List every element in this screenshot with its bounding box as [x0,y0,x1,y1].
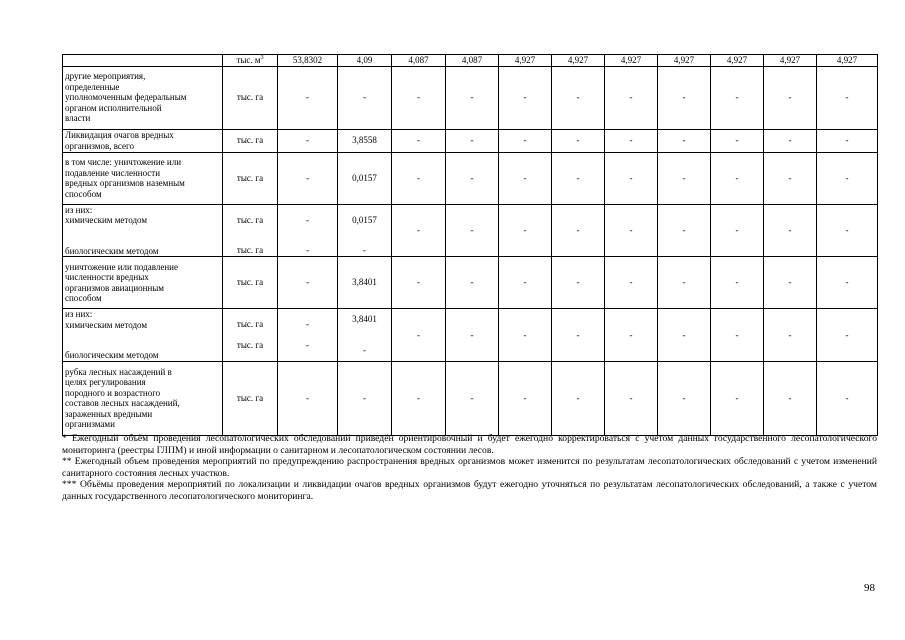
table-cell: - [363,245,366,255]
table-cell: - [605,309,658,362]
table-cell: - [817,66,878,129]
table-cell: уничтожение или подавление [65,261,178,272]
table-cell: - [552,204,605,257]
table-cell: - [306,339,309,350]
table-cell: 4,927 [605,55,658,67]
table-cell: - [764,152,817,204]
table-cell: - [552,152,605,204]
table-cell: способом [65,293,102,303]
table-cell: 3,8401 [352,314,377,324]
table-cell: - [605,152,658,204]
table-cell: - [278,152,338,204]
table-cell: - [658,66,711,129]
table-cell: 3,8401 [338,257,392,309]
table-cell: - [658,129,711,152]
table-cell: власти [65,113,91,124]
footnote: ** Ежегодный объем проведения мероприятий по предупреждению распространения вредных организмов может изменится по результатам лесопатологических обследований с учетом изменений санитарного состояния лесных участков. [62,456,877,479]
table-cell: - [605,66,658,129]
table-cell: - [711,66,764,129]
table-cell: определенные [65,81,120,92]
table-row [63,66,878,129]
footnote: * Ежегодный объём проведения лесопатологических обследований приведён ориентировочный и будет ежегодно корректироваться с учетом данных государственного лесопатологического мониторинга (реестры ГЛПМ) и иной информации о санитарном и лесопатологическом состоянии лесов. [62,433,877,456]
table-cell: - [499,204,552,257]
table-cell: тыс. га [236,319,264,329]
table-row [63,152,878,204]
table-cell: - [711,257,764,309]
table-cell: организмов, всего [65,140,134,151]
row-label [63,204,223,257]
table-cell: 4,927 [817,55,878,67]
table-cell: 0,0157 [352,214,377,225]
table-cell: - [278,361,338,435]
table-cell: тыс. га [236,339,264,350]
table-cell: химическим методом [65,319,148,330]
table-cell: - [306,214,309,225]
table-cell: 3 [260,55,264,61]
table-cell: организмами [65,419,115,429]
table-cell: - [552,66,605,129]
row-label [63,152,223,204]
table-cell: - [499,361,552,435]
table-cell: - [499,129,552,152]
table-cell: - [817,152,878,204]
table-cell: - [446,309,499,362]
table-cell: органом исполнительной [65,102,162,113]
table-cell: организмов авиационным [65,282,165,293]
table-cell: - [817,257,878,309]
table-cell: - [817,204,878,257]
table-cell: в том числе: уничтожение или [65,157,182,167]
table-cell: способом [65,188,102,199]
table-cell: тыс. га [236,214,264,225]
table-cell: - [552,361,605,435]
table-cell: - [363,344,366,355]
table-cell: - [658,257,711,309]
table-cell: подавление численности [65,167,161,178]
table-cell: - [306,319,309,329]
table-row [63,55,878,67]
table-cell: тыс. га [223,152,278,204]
row-label [63,309,223,362]
table-cell: 4,927 [499,55,552,67]
table-row [63,309,878,362]
table-cell: тыс. га [223,361,278,435]
table-cell: составов лесных насаждений, [65,398,180,408]
table-cell: - [817,129,878,152]
table-cell: - [392,129,446,152]
table-cell: 4,927 [711,55,764,67]
table-cell: - [658,152,711,204]
table-cell: - [499,257,552,309]
table-cell: - [392,309,446,362]
table-cell: 4,087 [446,55,499,67]
table-cell: - [499,152,552,204]
table-cell: - [392,66,446,129]
unit-cell [223,55,278,67]
table-cell: биологическим методом [65,350,159,360]
table-cell: тыс. га [223,129,278,152]
table-cell: - [278,257,338,309]
table-cell: - [392,204,446,257]
table-cell: - [605,361,658,435]
table-cell: - [817,309,878,362]
table-cell: - [306,245,309,255]
table-cell: - [764,361,817,435]
table-cell: 4,927 [764,55,817,67]
table-cell: - [711,129,764,152]
table-cell: 4,09 [338,55,392,67]
table-cell: целях регулирования [65,377,146,387]
table-cell: - [446,66,499,129]
table-cell: - [392,257,446,309]
table-cell: - [392,152,446,204]
forest-pathology-table [62,54,878,436]
table-cell: - [278,129,338,152]
table-cell: - [658,204,711,257]
table-cell: 4,927 [552,55,605,67]
row-label [63,66,223,129]
table-cell: рубка лесных насаждений в [65,366,172,377]
table-cell: - [446,204,499,257]
table-cell: из них: [65,204,93,215]
table-cell: из них: [65,309,93,319]
table-cell: - [446,361,499,435]
table-cell: 4,927 [658,55,711,67]
table-row [63,129,878,152]
table-cell: тыс. га [236,245,264,255]
table-cell: численности вредных [65,272,149,282]
table-cell: - [499,309,552,362]
table-cell: вредных организмов наземным [65,178,185,188]
table-cell: - [711,152,764,204]
table-cell: - [764,204,817,257]
table-cell: - [338,66,392,129]
table-cell: - [499,66,552,129]
table-cell: - [764,257,817,309]
row-label [63,361,223,435]
table-cell: тыс. м [236,55,261,65]
table-cell: - [711,204,764,257]
table-cell: - [711,361,764,435]
table-cell: - [605,257,658,309]
footnotes [62,433,877,503]
table-cell: - [605,204,658,257]
table-cell: - [764,129,817,152]
table-cell: зараженных вредными [65,408,153,419]
table-cell: 4,087 [392,55,446,67]
row-label [63,257,223,309]
table-cell: - [658,361,711,435]
page-number: 98 [864,582,875,594]
table-cell: - [658,309,711,362]
table-cell: - [764,66,817,129]
table-cell: тыс. га [223,257,278,309]
table-cell: 53,8302 [278,55,338,67]
table-cell: - [764,309,817,362]
table-cell: - [446,257,499,309]
table-row [63,257,878,309]
table-cell: - [446,152,499,204]
footnote: *** Объёмы проведения мероприятий по локализации и ликвидации очагов вредных организмов будут ежегодно уточняться по результатам лесопатологических обследований, а также с учетом данных государственного лесопатологического мониторинга. [62,479,877,502]
row-label [63,129,223,152]
table-cell: биологическим методом [65,245,159,256]
table-cell: химическим методом [65,215,148,225]
table-cell: тыс. га [223,66,278,129]
table-cell: - [817,361,878,435]
table-cell: - [278,66,338,129]
table-cell: - [605,129,658,152]
table-cell: Ликвидация очагов вредных [65,130,174,140]
table-cell: - [338,361,392,435]
table-cell: - [552,257,605,309]
table-row [63,204,878,257]
table-cell: 3,8558 [338,129,392,152]
table-cell: 0,0157 [338,152,392,204]
table-cell: породного и возрастного [65,387,161,398]
table-cell: - [446,129,499,152]
table-row [63,361,878,435]
table-cell: - [552,309,605,362]
table-cell: - [552,129,605,152]
table-cell: - [392,361,446,435]
table-cell: уполномоченным федеральным [65,92,187,103]
table-cell: - [711,309,764,362]
table-cell: другие мероприятия, [65,71,146,82]
